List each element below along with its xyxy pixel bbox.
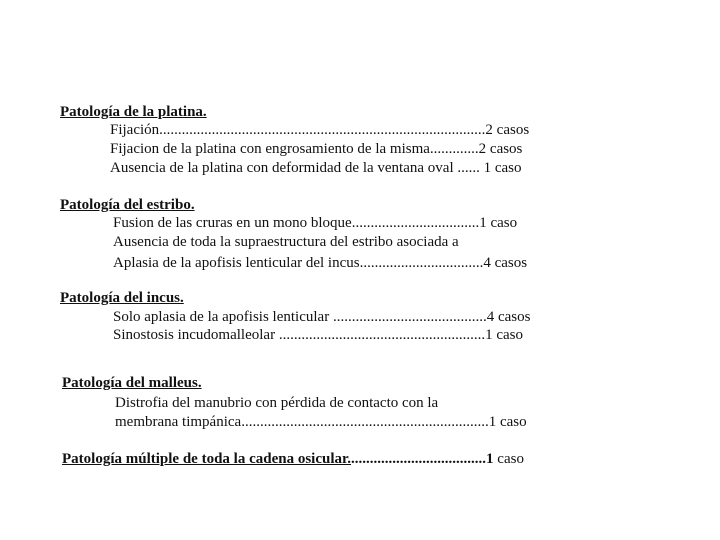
section-heading-estribo: Patología del estribo. [60,197,195,213]
list-item: Fijacion de la platina con engrosamiento de la misma.............2 casos [110,141,523,157]
section-heading-platina: Patología de la platina. [60,104,207,120]
list-item: Sinostosis incudomalleolar .......................................................1 caso [113,327,523,343]
list-item: Ausencia de la platina con deformidad de la ventana oval ...... 1 caso [110,160,522,176]
list-item: membrana timpánica..................................................................1 caso [115,414,527,430]
section-heading-incus: Patología del incus. [60,290,184,306]
section-heading-malleus: Patología del malleus. [62,375,202,391]
final-value: caso [493,451,524,467]
section-heading-cadena: Patología múltiple de toda la cadena osicular. [62,451,352,467]
list-item: Fijación.......................................................................................2 casos [110,122,530,138]
list-item: Distrofia del manubrio con pérdida de contacto con la [115,395,439,411]
final-dots: ....................................1 [351,451,494,467]
list-item: Ausencia de toda la supraestructura del estribo asociada a [113,234,459,250]
list-item: Aplasia de la apofisis lenticular del incus.................................4 casos [113,255,528,271]
list-item: Solo aplasia de la apofisis lenticular .........................................4 casos [113,309,531,325]
list-item: Fusion de las cruras en un mono bloque..................................1 caso [113,215,518,231]
final-line [62,451,524,468]
